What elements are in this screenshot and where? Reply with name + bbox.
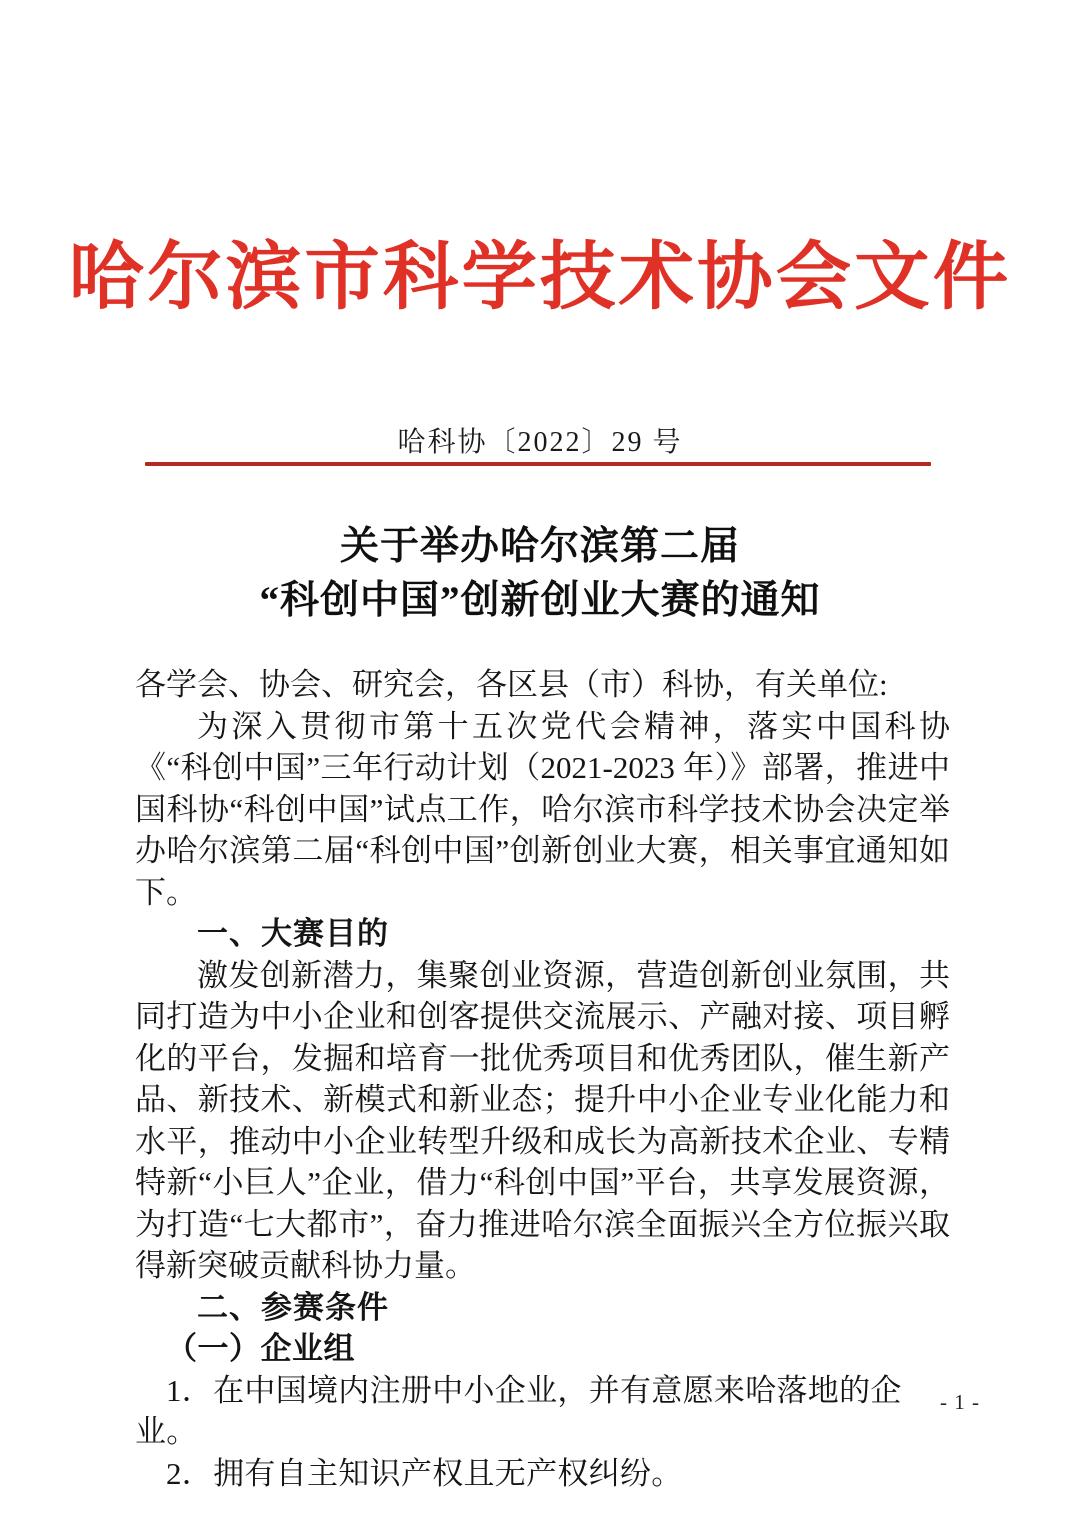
- section-1-paragraph: 激发创新潜力，集聚创业资源，营造创新创业氛围，共同打造为中小企业和创客提供交流展示、产融对接、项目孵化的平台，发掘和培育一批优秀项目和优秀团队，催生新产品、新技术、新模式和新业态；提升中小企业专业化能力和水平，推动中小企业转型升级和成长为高新技术企业、专精特新“小巨人”企业，借力“科创中国”平台，共享发展资源，为打造“七大都市”，奋力推进哈尔滨全面振兴全方位振兴取得新突破贡献科协力量。: [135, 957, 950, 1283]
- masthead-title: 哈尔滨市科学技术协会文件: [68, 237, 1012, 319]
- list-item: 2．拥有自主知识产权且无产权纠纷。: [166, 1455, 683, 1491]
- salutation-paragraph: 各学会、协会、研究会，各区县（市）科协，有关单位:: [135, 667, 888, 702]
- document-title-line-2: “科创中国”创新创业大赛的通知: [259, 579, 821, 622]
- document-body: [135, 664, 950, 1494]
- page-number: - 1 -: [940, 1390, 980, 1414]
- masthead: [0, 238, 1080, 319]
- document-title: [0, 520, 1080, 628]
- document-title-line-1: 关于举办哈尔滨第二届: [339, 525, 740, 568]
- section-2-subheading: （一）企业组: [166, 1331, 355, 1366]
- document-number: 哈科协〔2022〕29 号: [397, 427, 683, 458]
- intro-paragraph: 为深入贯彻市第十五次党代会精神，落实中国科协《“科创中国”三年行动计划（2021-2023 年）》部署，推进中国科协“科创中国”试点工作，哈尔滨市科学技术协会决定举办哈尔滨第二届“科创中国”创新创业大赛，相关事宜通知如下。: [135, 708, 950, 910]
- list-item: 1．在中国境内注册中小企业，并有意愿来哈落地的企业。: [135, 1372, 902, 1449]
- red-divider-rule: [145, 462, 931, 466]
- section-2-heading: 二、参赛条件: [197, 1289, 389, 1325]
- section-1-heading: 一、大赛目的: [197, 916, 389, 951]
